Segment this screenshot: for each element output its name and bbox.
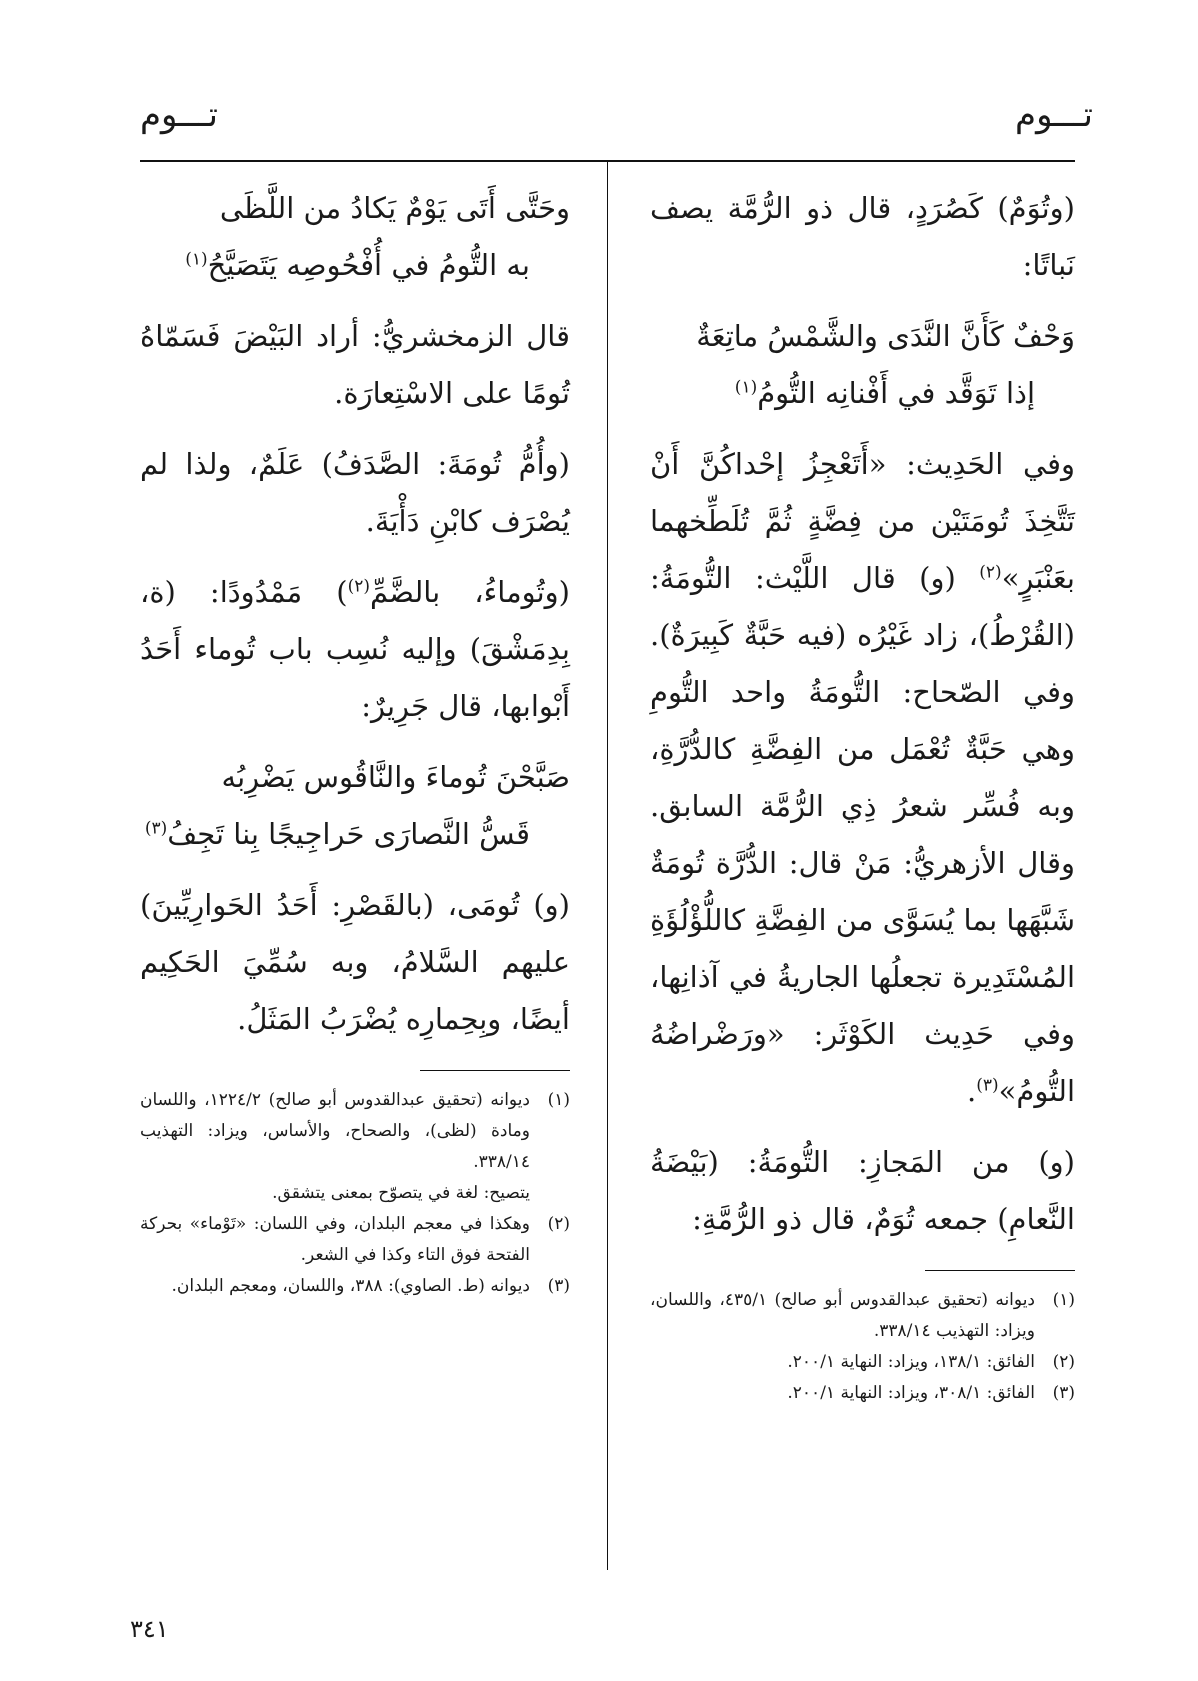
page-number: ٣٤١ — [130, 1615, 169, 1643]
footnote-ref: (٣) — [976, 1075, 999, 1096]
entry-paragraph-7: (و) تُومَى، (بالقَصْرِ: أَحَدُ الحَوارِيِّينَ) عليهم السَّلامُ، وبه سُمِّيَ الحَكِيم أيضًا، وبِحِمارِه يُضْرَبُ المَثَلُ. — [140, 888, 570, 1036]
footnote-ref: (٢) — [979, 562, 1002, 583]
footnote-number: (٣) — [1052, 1383, 1075, 1403]
footnote-rule — [925, 1270, 1075, 1271]
verse-line-1: وَحْفٌ كَأَنَّ النَّدَى والشَّمْسُ ماتِعَةٌ — [696, 319, 1075, 353]
footnote-number: (٢) — [547, 1214, 570, 1234]
column-separator — [607, 160, 608, 1570]
footnote-number — [530, 1178, 570, 1209]
footnote-text: ديوانه (تحقيق عبدالقدوس أبو صالح) ٤٣٥/١، واللسان، ويزاد: التهذيب ٣٣٨/١٤. — [650, 1290, 1035, 1341]
footnote-ref: (١) — [734, 377, 758, 398]
footnote-ref: (٢) — [347, 576, 370, 597]
footnote-item — [650, 1347, 1075, 1378]
verse-line-2 — [140, 806, 570, 863]
footnote-rule — [420, 1070, 570, 1071]
entry-paragraph-6-b: ) مَمْدُودًا: (ة، بِدِمَشْقَ) وإليه نُسِب باب تُوماء أَحَدُ أَبْوابها، قال جَرِيرٌ: — [140, 575, 570, 723]
header-root-word-left: تـــوم — [140, 95, 218, 135]
footnote-text: ديوانه (ط. الصاوي): ٣٨٨، واللسان، ومعجم البلدان. — [171, 1276, 530, 1296]
footnote-text: وهكذا في معجم البلدان، وفي اللسان: «تَوْماء» بحركة الفتحة فوق التاء وكذا في الشعر. — [140, 1214, 530, 1265]
entry-paragraph-1: (وتُوَمٌ) كَصُرَدٍ، قال ذو الرُّمَّة يصف نَباتًا: — [650, 191, 1075, 282]
footnote-item — [650, 1285, 1075, 1347]
verse-dhu-rumma-1 — [650, 308, 1075, 422]
right-footnotes — [650, 1285, 1075, 1409]
entry-paragraph-2 — [650, 436, 1075, 1120]
entry-paragraph-2-end: . — [967, 1074, 977, 1108]
footnote-text: ديوانه (تحقيق عبدالقدوس أبو صالح) ١٢٢٤/٢، واللسان ومادة (لظى)، والصحاح، والأساس، ويزاد: التهذيب ٣٣٨/١٤. — [140, 1090, 531, 1172]
verse-line-2 — [650, 365, 1075, 422]
right-column-body — [650, 180, 1075, 1248]
footnote-number: (٢) — [1052, 1352, 1075, 1372]
footnote-item — [140, 1178, 570, 1209]
verse-jarir — [140, 749, 570, 863]
verse-line-2 — [140, 237, 570, 294]
footnote-text: يتصيح: لغة في يتصوّح بمعنى يتشقق. — [272, 1183, 530, 1203]
footnote-number: (٣) — [547, 1276, 570, 1296]
right-column — [650, 180, 1075, 1409]
entry-paragraph-6 — [140, 564, 570, 735]
footnote-item — [140, 1085, 570, 1178]
footnote-number: (١) — [1052, 1290, 1075, 1310]
footnote-number: (١) — [547, 1090, 570, 1110]
verse-line-2-text: قَسُّ النَّصارَى حَراجِيجًا بِنا تَجِفُ — [167, 817, 530, 851]
entry-paragraph-6-a: (وتُوماءُ، بالضَّمِّ — [370, 575, 570, 609]
footnote-text: الفائق: ١٣٨/١، ويزاد: النهاية ٢٠٠/١. — [787, 1352, 1035, 1372]
verse-line-2-text: به التُّومُ في أُفْحُوصِه يَتَصَيَّحُ — [207, 248, 530, 282]
verse-line-1: وحَتَّى أَتَى يَوْمٌ يَكادُ من اللَّظَى — [219, 191, 570, 225]
footnote-item — [140, 1209, 570, 1271]
footnote-ref: (٣) — [144, 818, 168, 839]
footnote-item — [650, 1378, 1075, 1409]
hadith-text: وفي الحَدِيث: «أَتَعْجِزُ إحْداكُنَّ أَنْ تَتَّخِذَ تُومَتَيْن من فِضَّةٍ ثُمَّ تُلَطِّخهما بعَنْبَرٍ» — [650, 447, 1075, 595]
footnote-text: الفائق: ٣٠٨/١، ويزاد: النهاية ٢٠٠/١. — [787, 1383, 1035, 1403]
entry-paragraph-2-cont: (و) قال اللَّيْث: التُّومَةُ: (القُرْطُ)، زاد غَيْرُه (فيه حَبَّةٌ كَبِيرَةٌ). وفي الصّحاح: التُّومَةُ واحد التُّومِ وهي حَبَّةٌ تُعْمَل من الفِضَّةِ كالدُّرَّةِ، وبه فُسِّر شعرُ ذِي الرُّمَّة السابق. وقال الأزهريُّ: مَنْ قال: الدُّرَّة تُومَةٌ شَبَّهَها بما يُسَوَّى من الفِضَّةِ كاللُّؤْلُؤَةِ المُسْتَدِيرة تجعلُها الجاريةُ في آذانِها، وفي حَدِيث الكَوْثَر: «ورَضْراضُهُ التُّومُ» — [650, 561, 1075, 1108]
left-column-body — [140, 180, 570, 1048]
entry-paragraph-3: (و) من المَجازِ: التُّومَةُ: (بَيْضَةُ النَّعامِ) جمعه تُوَمٌ، قال ذو الرُّمَّةِ: — [650, 1145, 1075, 1236]
header-root-word-right: تـــوم — [1015, 95, 1093, 135]
verse-dhu-rumma-2 — [140, 180, 570, 294]
verse-line-1: صَبَّحْنَ تُوماءَ والنَّاقُوس يَضْرِبُه — [221, 760, 570, 794]
left-footnotes — [140, 1085, 570, 1302]
footnote-item — [140, 1271, 570, 1302]
entry-paragraph-5: (وأُمُّ تُومَةَ: الصَّدَفُ) عَلَمٌ، ولذا لم يُصْرَف كابْنِ دَأْيَةَ. — [140, 447, 570, 538]
entry-paragraph-4: قال الزمخشريُّ: أراد البَيْضَ فَسَمّاهُ تُومًا على الاسْتِعارَة. — [140, 319, 570, 410]
verse-line-2-text: إذا تَوَقَّد في أَفْنانِه التُّومُ — [757, 376, 1035, 410]
left-column — [140, 180, 570, 1302]
footnote-ref: (١) — [185, 249, 208, 270]
